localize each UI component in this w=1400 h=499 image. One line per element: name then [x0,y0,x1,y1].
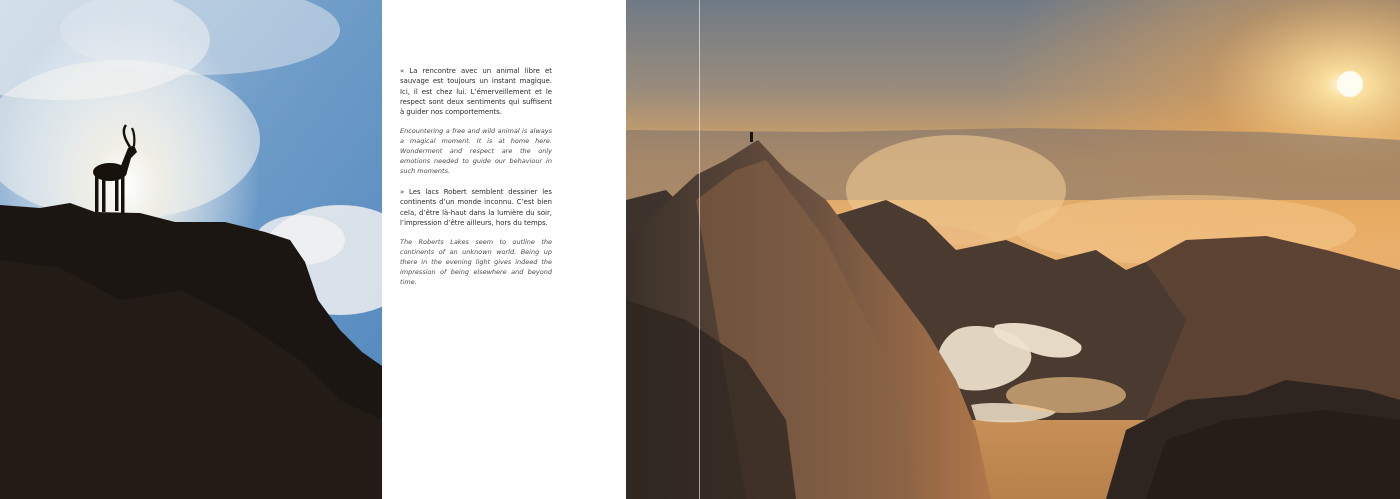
hiker-silhouette [750,132,753,142]
text-page [382,0,626,499]
ibex-silhouette-photo [0,0,382,499]
ibex-photo-graphic [0,0,382,499]
page-gutter-line [699,0,700,499]
caption-french: » Les lacs Robert semblent dessiner les continents d’un monde inconnu. C’est bien cela, d’être là-haut dans la lumière du soir, l’impression d’être ailleurs, hors du temps. [400,188,552,227]
caption-block-ibex [400,66,552,176]
sunset-lakes-photo [626,0,1400,499]
caption-french: « La rencontre avec un animal libre et sauvage est toujours un instant magique. Ici, il est chez lui. L’émerveillement et le respect sont deux sentiments qui suffisent à guider nos comportements. [400,67,552,117]
caption-english: Encountering a free and wild animal is always a magical moment. It is at home here. Wonderment and respect are the only emotions needed to guide our behaviour in such moments. [400,127,552,176]
sunset-photo-graphic [626,0,1400,499]
caption-english: The Roberts Lakes seem to outline the continents of an unknown world. Being up there in the evening light gives indeed the impression of being elsewhere and beyond time. [400,238,552,287]
caption-block-lakes [400,187,552,287]
